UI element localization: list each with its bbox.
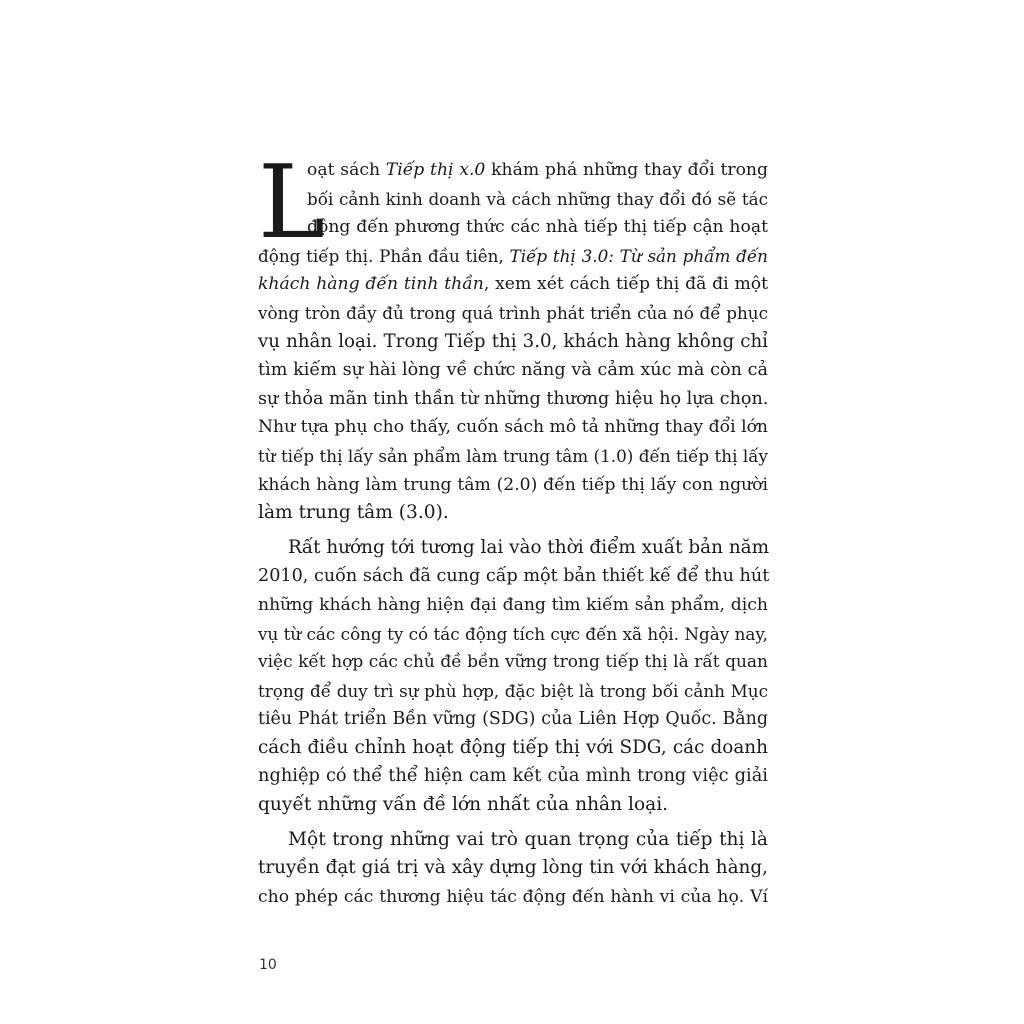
text-line: nghiệp có thể thể hiện cam kết của mình trong việc giải [258,765,768,787]
text-line: Như tựa phụ cho thấy, cuốn sách mô tả những thay đổi lớn [258,417,768,438]
text-line: việc kết hợp các chủ đề bền vững trong tiếp thị là rất quan [258,652,768,673]
text-line: vụ nhân loại. Trong Tiếp thị 3.0, khách hàng không chỉ [258,330,768,352]
paragraph-3 [258,826,768,912]
body-text [258,156,768,911]
text-line: Rất hướng tới tương lai vào thời điểm xuất bản năm [288,536,770,558]
text-line: vòng tròn đầy đủ trong quá trình phát triển của nó để phục [258,302,768,323]
book-title-italic: Tiếp thị 3.0: Từ sản phẩm đến [509,245,768,266]
text-line: làm trung tâm (3.0). [258,502,449,524]
paragraph-1 [258,156,768,528]
text-line: khách hàng làm trung tâm (2.0) đến tiếp thị lấy con người [258,474,768,495]
text-line: khách hàng đến tinh thần, xem xét cách tiếp thị đã đi một [258,274,768,295]
text-line: quyết những vấn đề lớn nhất của nhân loại. [258,794,669,816]
text-line: vụ từ các công ty có tác động tích cực đến xã hội. Ngày nay, [258,623,768,644]
text-line: 2010, cuốn sách đã cung cấp một bản thiết kế để thu hút [258,566,770,587]
text-line: Một trong những vai trò quan trọng của tiếp thị là [288,828,768,850]
text-line: những khách hàng hiện đại đang tìm kiếm sản phẩm, dịch [258,594,768,615]
text-line: cho phép các thương hiệu tác động đến hành vi của họ. Ví [258,886,768,907]
book-title-italic: Tiếp thị x.0 [385,160,486,180]
text-line: cách điều chỉnh hoạt động tiếp thị với SDG, các doanh [258,736,768,758]
paragraph-2 [258,534,768,820]
text-line: bối cảnh kinh doanh và cách những thay đổi đó sẽ tác [307,188,768,209]
text-line: truyền đạt giá trị và xây dựng lòng tin với khách hàng, [258,857,768,879]
text-line: từ tiếp thị lấy sản phẩm làm trung tâm (1.0) đến tiếp thị lấy [258,445,768,466]
page-number: 10 [259,957,277,973]
book-title-italic: khách hàng đến tinh thần [258,274,484,295]
text-line: tìm kiếm sự hài lòng về chức năng và cảm xúc mà còn cả [258,360,768,381]
text-line: oạt sách Tiếp thị x.0 khám phá những thay đổi trong [307,160,768,180]
text-line: động đến phương thức các nhà tiếp thị tiếp cận hoạt [307,217,768,238]
text-line: động tiếp thị. Phần đầu tiên, Tiếp thị 3.0: Từ sản phẩm đến [258,245,768,266]
drop-cap-letter: L [258,143,326,261]
text-line: trọng để duy trì sự phù hợp, đặc biệt là trong bối cảnh Mục [258,680,768,701]
text-line: tiêu Phát triển Bền vững (SDG) của Liên Hợp Quốc. Bằng [258,709,768,730]
text-line: sự thỏa mãn tinh thần từ những thương hiệu họ lựa chọn. [258,388,769,409]
